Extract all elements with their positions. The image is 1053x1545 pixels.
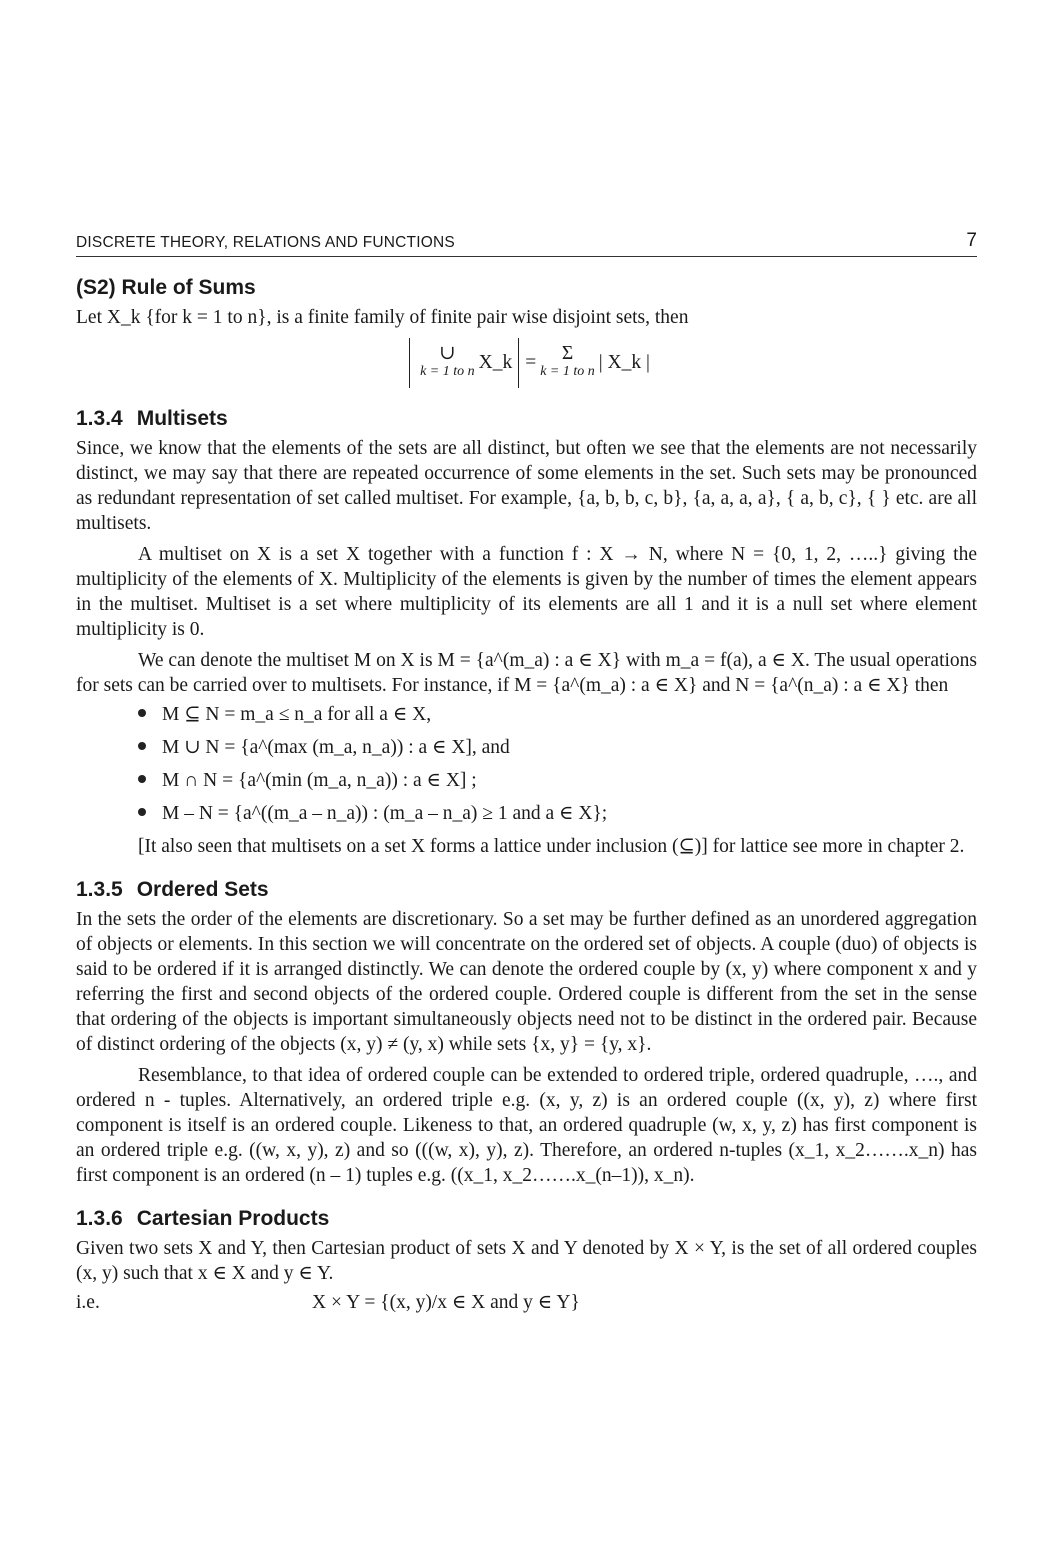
list-item [138, 735, 977, 760]
ie-label: i.e. [76, 1292, 100, 1313]
ordered-sets-paragraph-1: In the sets the order of the elements are discretionary. So a set may be further defined as an unordered aggregation of objects or elements. In this section we will concentrate on the ordered set of objects. A couple (duo) of objects is said to be ordered if it is arranged distinctly. We can denote the ordered couple by (x, y) where component x and y referring the first and second objects of the ordered couple. Ordered couple is different from the set in the sense that ordering of the objects is important simultaneously objects need not to be distinct in the ordered pair. Because of distinct ordering of the objects (x, y) ≠ (y, x) while sets {x, y} = {y, x}. [76, 909, 977, 1055]
multisets-paragraph-1: Since, we know that the elements of the sets are all distinct, but often we see that the elements are not necessarily distinct, we may say that there are repeated occurrence of some elements in the set. Such sets may be pronounced as redundant representation of set called multiset. For example, {a, b, b, c, b}, {a, a, a, a}, { a, b, c}, { } etc. are all multisets. [76, 438, 977, 534]
section-title: Multisets [136, 407, 228, 430]
section-number: 1.3.5 [76, 878, 123, 901]
union-set: X_k [478, 352, 513, 373]
cartesian-definition [76, 1290, 977, 1315]
sum-index: k = 1 to n [540, 364, 595, 379]
section-number: 1.3.6 [76, 1207, 123, 1230]
sum-symbol: Σ [561, 343, 574, 364]
list-item-text: M ∩ N = {a^(min (m_a, n_a)) : a ∈ X] ; [162, 770, 477, 791]
rule-of-sums-formula [76, 338, 977, 388]
sum-operator [540, 345, 595, 381]
running-head-title: DISCRETE THEORY, RELATIONS AND FUNCTIONS [76, 234, 455, 251]
cartesian-products-paragraph: Given two sets X and Y, then Cartesian product of sets X and Y denoted by X × Y, is the set of all ordered couples (x, y) such that x ∈ X and y ∈ Y. [76, 1238, 977, 1284]
multisets-heading [76, 406, 977, 432]
cardinality-term: | X_k | [598, 352, 650, 373]
list-item-text: M ⊆ N = m_a ≤ n_a for all a ∈ X, [162, 704, 432, 725]
list-item-text: M ∪ N = {a^(max (m_a, n_a)) : a ∈ X], and [162, 737, 510, 758]
equals-sign: = [525, 352, 537, 373]
union-symbol: ∪ [439, 343, 456, 364]
bullet-icon [138, 709, 146, 717]
rule-of-sums-heading: (S2) Rule of Sums [76, 276, 256, 299]
section-title: Ordered Sets [136, 878, 269, 901]
ordered-sets-paragraph-2: Resemblance, to that idea of ordered couple can be extended to ordered triple, ordered quadruple, …., and ordered n - tuples. Alternatively, an ordered triple e.g. (x, y, z) is an ordered couple ((x, y), z) where first component is itself is an ordered couple. Likeness to that, an ordered quadruple (w, x, y, z) has first component is an ordered triple e.g. ((w, x, y), z) and so (((w, x), y), z). Therefore, an ordered n-tuples (x_1, x_2…….x_n) has first component is an ordered (n – 1) tuples e.g. ((x_1, x_2…….x_(n–1)), x_n). [76, 1065, 977, 1186]
page-number: 7 [966, 230, 977, 251]
bullet-icon [138, 742, 146, 750]
multisets-paragraph-2: A multiset on X is a set X together with a function f : X → N, where N = {0, 1, 2, …..} giving the multiplicity of the elements of X. Multiplicity of the elements is given by the number of times the element appears in the multiset. Multiset is a set where multiplicity of its elements are all 1 and it is a null set where element multiplicity is 0. [76, 544, 977, 640]
list-item [138, 702, 977, 727]
section-number: 1.3.4 [76, 407, 123, 430]
cartesian-products-heading [76, 1206, 977, 1232]
bullet-icon [138, 775, 146, 783]
cartesian-formula: X × Y = {(x, y)/x ∈ X and y ∈ Y} [312, 1292, 580, 1313]
multiset-operations-list [138, 702, 977, 826]
ordered-sets-heading [76, 877, 977, 903]
list-item [138, 801, 977, 826]
list-item [138, 768, 977, 793]
right-abs-bar [518, 338, 519, 388]
left-abs-bar [409, 338, 410, 388]
section-title: Cartesian Products [136, 1207, 330, 1230]
union-operator [420, 345, 475, 381]
running-head [76, 226, 977, 257]
union-index: k = 1 to n [420, 364, 475, 379]
page [76, 226, 977, 1315]
list-item-text: M – N = {a^((m_a – n_a)) : (m_a – n_a) ≥ 1 and a ∈ X}; [162, 803, 608, 824]
rule-of-sums-text: Let X_k {for k = 1 to n}, is a finite family of finite pair wise disjoint sets, then [76, 307, 689, 328]
bullet-icon [138, 808, 146, 816]
multisets-lattice-note: [It also seen that multisets on a set X forms a lattice under inclusion (⊆)] for lattice see more in chapter 2. [138, 836, 965, 857]
multisets-paragraph-3: We can denote the multiset M on X is M = {a^(m_a) : a ∈ X} with m_a = f(a), a ∈ X. The usual operations for sets can be carried over to multisets. For instance, if M = {a^(m_a) : a ∈ X} and N = {a^(n_a) : a ∈ X} then [76, 650, 977, 696]
